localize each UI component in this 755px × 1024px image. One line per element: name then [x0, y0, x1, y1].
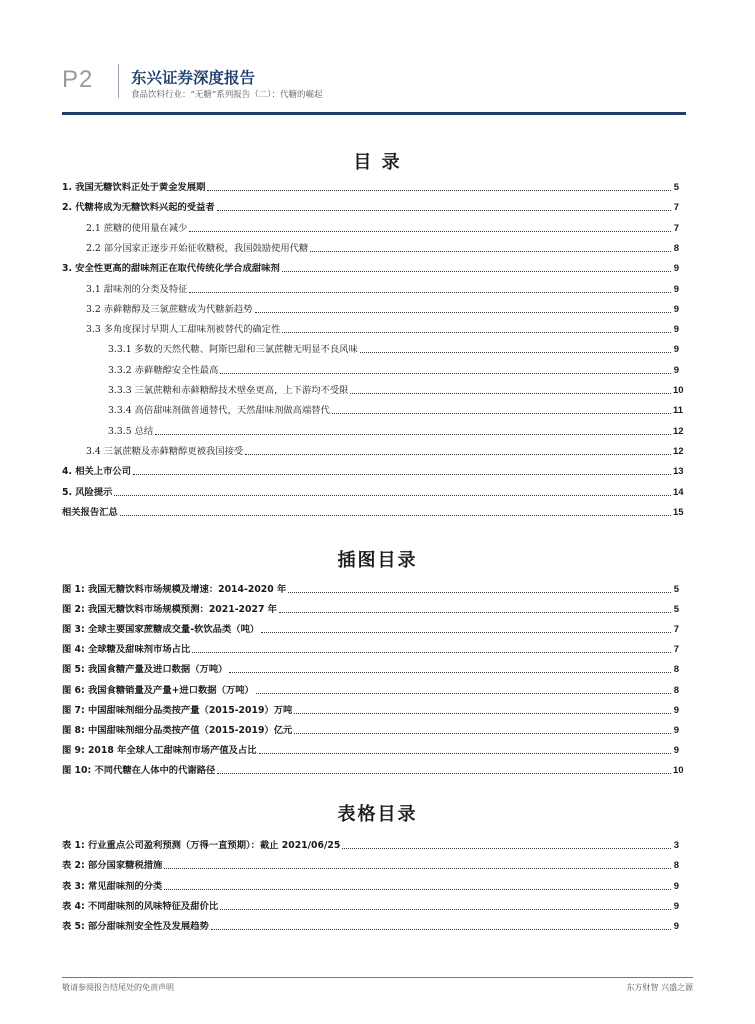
figures-entry-label: 图 5: 我国食糖产量及进口数据（万吨） — [62, 664, 228, 676]
leader-dots — [259, 753, 671, 754]
tables-entry-page: 9 — [673, 921, 679, 933]
footer-slogan: 东方财智 兴盛之源 — [626, 983, 693, 992]
leader-dots — [310, 251, 671, 252]
leader-dots — [164, 868, 671, 869]
toc-entry-label: 3.3 多角度探讨早期人工甜味剂被替代的确定性 — [86, 324, 281, 336]
leader-dots — [360, 352, 671, 353]
tables-entry-page: 9 — [673, 880, 679, 892]
figures-entry[interactable] — [62, 640, 679, 656]
figures-entry-label: 图 3: 全球主要国家蔗糖成交量-软饮品类（吨） — [62, 624, 260, 636]
figures-entry-page: 5 — [673, 604, 679, 616]
toc-entry-page: 9 — [673, 283, 679, 295]
toc-entry-page: 5 — [673, 182, 679, 193]
toc-entry-page: 12 — [673, 445, 684, 457]
leader-dots — [114, 495, 671, 496]
figures-entry-page: 9 — [673, 724, 679, 736]
leader-dots — [217, 210, 671, 211]
toc-entry[interactable] — [108, 381, 684, 397]
brand-title: 东兴证券深度报告 — [131, 69, 256, 87]
toc-entry-label: 3.2 赤藓糖醇及三氯蔗糖成为代糖新趋势 — [86, 303, 253, 315]
tables-entry-page: 8 — [673, 860, 679, 872]
leader-dots — [192, 652, 671, 653]
toc-entry-page: 15 — [673, 506, 684, 518]
figures-entry[interactable] — [62, 721, 679, 737]
toc-entry-page: 8 — [673, 242, 679, 254]
toc-entry[interactable] — [86, 300, 679, 316]
figures-entry-label: 图 4: 全球糖及甜味剂市场占比 — [62, 644, 191, 656]
leader-dots — [211, 929, 671, 930]
figures-entry-page: 8 — [673, 664, 679, 676]
figures-entry-label: 图 2: 我国无糖饮料市场规模预测：2021-2027 年 — [62, 604, 277, 616]
footer-rule — [62, 977, 693, 978]
leader-dots — [332, 413, 671, 414]
leader-dots — [155, 434, 671, 435]
toc-entry-label: 3.3.5 总结 — [108, 425, 154, 437]
tables-entry-label: 表 2: 部分国家糖税措施 — [62, 860, 163, 872]
leader-dots — [294, 713, 671, 714]
leader-dots — [220, 373, 671, 374]
toc-entry-label: 相关报告汇总 — [62, 506, 118, 518]
leader-dots — [282, 271, 671, 272]
leader-dots — [342, 848, 671, 849]
leader-dots — [189, 292, 671, 293]
leader-dots — [164, 889, 671, 890]
toc-entry[interactable] — [108, 401, 684, 417]
toc-entry[interactable] — [62, 178, 679, 194]
tables-entry-label: 表 3: 常见甜味剂的分类 — [62, 880, 163, 892]
figures-entry-page: 9 — [673, 704, 679, 716]
tables-entry-label: 表 1: 行业重点公司盈利预测（万得一直预期）：截止 2021/06/25 — [62, 840, 341, 851]
tables-entry-page: 3 — [673, 840, 679, 851]
leader-dots — [350, 393, 671, 394]
toc-entry-label: 3.3.3 三氯蔗糖和赤藓糖醇技术壁垒更高，上下游均不受限 — [108, 385, 349, 396]
toc-entry[interactable] — [62, 503, 684, 519]
leader-dots — [220, 909, 671, 910]
figures-entry-label: 图 1: 我国无糖饮料市场规模及增速：2014-2020 年 — [62, 584, 287, 595]
toc-entry[interactable] — [62, 483, 684, 499]
toc-entry-label: 2.2 部分国家正逐步开始征收糖税，我国鼓励使用代糖 — [86, 242, 309, 254]
toc-entry-label: 4. 相关上市公司 — [62, 466, 132, 478]
figures-entry-page: 8 — [673, 684, 679, 696]
toc-entry-page: 9 — [673, 303, 679, 315]
toc-entry[interactable] — [86, 280, 679, 296]
leader-dots — [256, 693, 671, 694]
figures-entry-label: 图 7: 中国甜味剂细分品类按产量（2015-2019）万吨 — [62, 704, 293, 716]
leader-dots — [120, 515, 671, 516]
toc-entry-page: 10 — [673, 385, 684, 396]
toc-entry-page: 14 — [673, 486, 684, 498]
toc-entry-label: 3. 安全性更高的甜味剂正在取代传统化学合成甜味剂 — [62, 263, 280, 275]
leader-dots — [282, 332, 671, 333]
toc-entry[interactable] — [62, 259, 679, 275]
page-number: P2 — [62, 66, 94, 93]
report-subtitle: 食品饮料行业：“无糖”系列报告（二）：代糖的崛起 — [131, 90, 323, 100]
toc-entry[interactable] — [62, 462, 684, 478]
figures-entry-label: 图 10: 不同代糖在人体中的代谢路径 — [62, 764, 216, 776]
toc-entry-label: 3.3.1 多数的天然代糖、阿斯巴甜和三氯蔗糖无明显不良风味 — [108, 344, 358, 356]
figures-title: 插图目录 — [337, 550, 418, 571]
toc-entry[interactable] — [108, 422, 684, 438]
toc-entry[interactable] — [86, 320, 679, 336]
toc-entry-label: 3.3.2 赤藓糖醇安全性最高 — [108, 364, 219, 376]
tables-entry[interactable] — [62, 877, 679, 893]
toc-entry-label: 3.1 甜味剂的分类及特征 — [86, 283, 188, 295]
toc-entry-page: 9 — [673, 324, 679, 336]
figures-entry[interactable] — [62, 660, 679, 676]
figures-entry-page: 7 — [673, 624, 679, 636]
figures-entry-label: 图 8: 中国甜味剂细分品类按产值（2015-2019）亿元 — [62, 724, 293, 736]
toc-entry[interactable] — [86, 442, 684, 458]
toc-entry-page: 9 — [673, 364, 679, 376]
leader-dots — [245, 454, 671, 455]
tables-title: 表格目录 — [337, 804, 418, 825]
toc-entry-page: 7 — [673, 222, 679, 234]
leader-dots — [207, 190, 671, 191]
figures-entry[interactable] — [62, 761, 684, 777]
figures-entry[interactable] — [62, 681, 679, 697]
figures-entry[interactable] — [62, 620, 679, 636]
page-header — [0, 0, 755, 118]
tables-entry[interactable] — [62, 917, 679, 933]
toc-title: 目 录 — [353, 152, 402, 173]
leader-dots — [255, 312, 672, 313]
toc-entry-label: 1. 我国无糖饮料正处于黄金发展期 — [62, 182, 206, 193]
header-rule — [62, 112, 686, 115]
figures-entry[interactable] — [62, 600, 679, 616]
figures-entry-page: 10 — [673, 764, 684, 776]
tables-entry-label: 表 4: 不同甜味剂的风味特征及甜价比 — [62, 900, 219, 912]
figures-entry[interactable] — [62, 701, 679, 717]
figures-entry-page: 9 — [673, 744, 679, 756]
toc-entry-page: 9 — [673, 344, 679, 356]
header-divider — [118, 64, 119, 98]
tables-entry-label: 表 5: 部分甜味剂安全性及发展趋势 — [62, 921, 209, 933]
leader-dots — [288, 592, 671, 593]
leader-dots — [294, 733, 671, 734]
toc-entry-page: 13 — [673, 466, 684, 478]
tables-entry[interactable] — [62, 836, 679, 852]
figures-entry-page: 5 — [673, 584, 679, 595]
tables-entry[interactable] — [62, 856, 679, 872]
leader-dots — [261, 632, 671, 633]
figures-entry[interactable] — [62, 741, 679, 757]
toc-entry-page: 11 — [673, 405, 684, 417]
toc-entry[interactable] — [86, 239, 679, 255]
tables-entry[interactable] — [62, 897, 679, 913]
toc-entry-page: 7 — [673, 202, 679, 214]
figures-entry-label: 图 6: 我国食糖销量及产量+进口数据（万吨） — [62, 684, 254, 696]
toc-entry[interactable] — [108, 340, 679, 356]
footer-disclaimer: 敬请参阅报告结尾处的免责声明 — [62, 983, 174, 992]
toc-entry-page: 12 — [673, 425, 684, 437]
toc-entry[interactable] — [62, 198, 679, 214]
leader-dots — [279, 612, 671, 613]
toc-entry[interactable] — [86, 219, 679, 235]
leader-dots — [189, 231, 671, 232]
toc-entry-label: 5. 风险提示 — [62, 486, 113, 498]
leader-dots — [217, 773, 671, 774]
figures-entry-page: 7 — [673, 644, 679, 656]
toc-entry[interactable] — [108, 361, 679, 377]
tables-entry-page: 9 — [673, 900, 679, 912]
toc-entry-label: 2.1 蔗糖的使用量在减少 — [86, 222, 188, 234]
toc-entry-label: 3.3.4 高倍甜味剂做普通替代，天然甜味剂做高端替代 — [108, 405, 330, 417]
leader-dots — [133, 474, 671, 475]
figures-entry[interactable] — [62, 580, 679, 596]
toc-entry-label: 2. 代糖将成为无糖饮料兴起的受益者 — [62, 202, 215, 214]
toc-entry-label: 3.4 三氯蔗糖及赤藓糖醇更被我国接受 — [86, 445, 244, 457]
toc-entry-page: 9 — [673, 263, 679, 275]
leader-dots — [229, 672, 671, 673]
figures-entry-label: 图 9: 2018 年全球人工甜味剂市场产值及占比 — [62, 744, 257, 756]
